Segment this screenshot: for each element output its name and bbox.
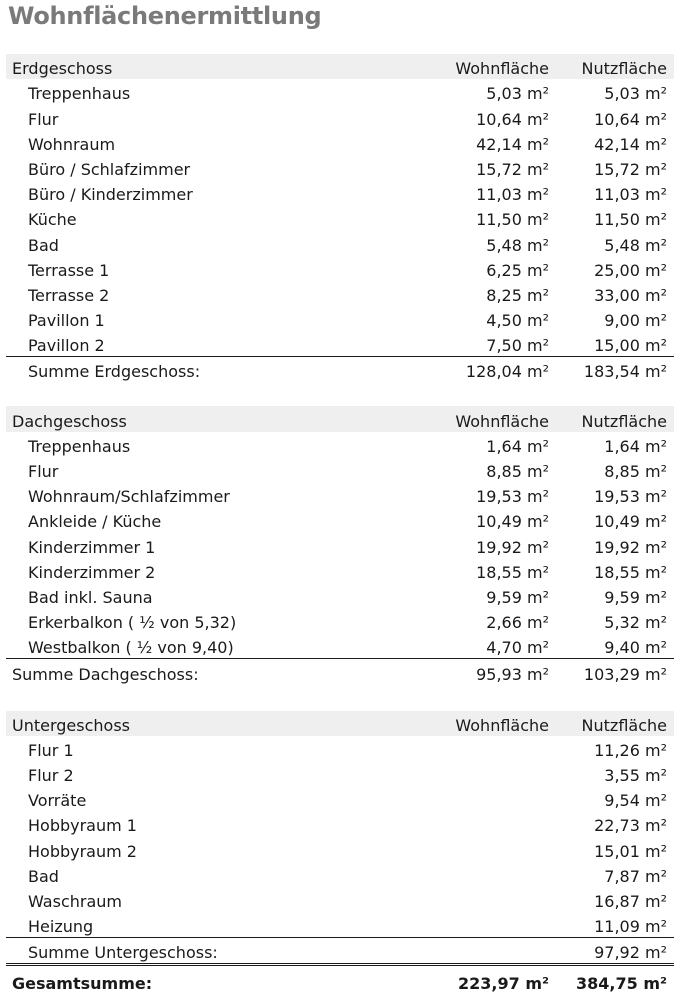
nutzflaeche-value: 1,64 m² [604, 436, 667, 456]
table-row [6, 532, 674, 557]
room-name: Büro / Kinderzimmer [28, 185, 193, 205]
table-row [6, 811, 674, 836]
table-row [6, 836, 674, 861]
nutzflaeche-value: 8,85 m² [604, 462, 667, 481]
table-row [6, 862, 674, 887]
room-name: Flur 1 [28, 740, 74, 760]
column-header-wohnflaeche: Wohnfläche [455, 715, 549, 735]
wohnflaeche-value: 18,55 m² [476, 562, 549, 582]
nutzflaeche-value: 11,26 m² [594, 740, 667, 760]
nutzflaeche-value: 10,49 m² [594, 512, 667, 532]
table-row [6, 104, 674, 129]
table-row [6, 786, 674, 811]
sum-label: Summe Erdgeschoss: [28, 362, 201, 382]
wohnflaeche-value: 42,14 m² [476, 134, 549, 154]
room-name: Flur 2 [28, 766, 74, 786]
room-name: Wohnraum [28, 134, 116, 154]
nutzflaeche-value: 15,01 m² [594, 841, 667, 861]
section-spacer [6, 382, 674, 406]
room-name: Terrasse 2 [28, 285, 110, 305]
room-name: Kinderzimmer 2 [28, 562, 156, 582]
nutzflaeche-value: 19,92 m² [594, 537, 667, 557]
room-name: Westbalkon ( ½ von 9,40) [28, 638, 234, 658]
sum-nutzflaeche: 183,54 m² [583, 362, 667, 382]
wohnflaeche-value: 8,85 m² [486, 462, 549, 481]
section-sum-erdgeschoss [6, 356, 674, 382]
nutzflaeche-value: 11,09 m² [594, 917, 667, 937]
sum-wohnflaeche: 128,04 m² [465, 362, 549, 382]
table-row [6, 482, 674, 507]
sum-nutzflaeche: 103,29 m² [583, 664, 667, 684]
room-name: Büro / Schlafzimmer [28, 159, 191, 179]
section-rows-dachgeschoss [6, 432, 674, 659]
wohnflaeche-value: 4,50 m² [486, 311, 549, 331]
nutzflaeche-value: 25,00 m² [594, 260, 667, 280]
wohnflaeche-value: 10,49 m² [476, 512, 549, 532]
nutzflaeche-value: 18,55 m² [594, 562, 667, 582]
nutzflaeche-value: 5,32 m² [604, 613, 667, 633]
table-row [6, 887, 674, 912]
nutzflaeche-value: 22,73 m² [594, 816, 667, 836]
room-name: Bad [28, 866, 59, 886]
table-row [6, 331, 674, 356]
section-rows-erdgeschoss [6, 79, 674, 356]
nutzflaeche-value: 33,00 m² [594, 285, 667, 305]
section-header-dachgeschoss [6, 406, 674, 431]
table-row [6, 558, 674, 583]
table-row [6, 155, 674, 180]
table-row [6, 507, 674, 532]
sum-nutzflaeche: 97,92 m² [594, 943, 667, 963]
table-row [6, 306, 674, 331]
room-name: Hobbyraum 1 [28, 816, 137, 836]
column-header-wohnflaeche: Wohnfläche [455, 59, 549, 79]
area-table [6, 54, 674, 994]
table-row [6, 256, 674, 281]
sum-label: Summe Untergeschoss: [28, 943, 218, 963]
wohnflaeche-value: 2,66 m² [486, 613, 549, 633]
table-row [6, 912, 674, 937]
nutzflaeche-value: 19,53 m² [594, 487, 667, 507]
column-header-nutzflaeche: Nutzfläche [581, 59, 667, 79]
table-row [6, 205, 674, 230]
nutzflaeche-value: 15,72 m² [594, 159, 667, 179]
table-row [6, 608, 674, 633]
nutzflaeche-value: 7,87 m² [604, 866, 667, 886]
wohnflaeche-value: 11,50 m² [476, 210, 549, 230]
section-sum-untergeschoss [6, 937, 674, 963]
wohnflaeche-value: 11,03 m² [476, 185, 549, 205]
room-name: Flur [28, 462, 59, 481]
nutzflaeche-value: 9,54 m² [604, 791, 667, 811]
room-name: Treppenhaus [28, 436, 131, 456]
room-name: Kinderzimmer 1 [28, 537, 156, 557]
section-header-untergeschoss [6, 711, 674, 736]
nutzflaeche-value: 10,64 m² [594, 109, 667, 129]
room-name: Wohnraum/Schlafzimmer [28, 487, 230, 507]
wohnflaeche-value: 19,53 m² [476, 487, 549, 507]
wohnflaeche-value: 8,25 m² [486, 285, 549, 305]
section-name: Erdgeschoss [12, 59, 113, 79]
room-name: Pavillon 2 [28, 336, 105, 356]
room-name: Heizung [28, 917, 94, 937]
section-rows-untergeschoss [6, 736, 674, 938]
wohnflaeche-value: 15,72 m² [476, 159, 549, 179]
table-row [6, 432, 674, 457]
table-row [6, 736, 674, 761]
room-name: Ankleide / Küche [28, 512, 162, 532]
room-name: Hobbyraum 2 [28, 841, 137, 861]
grand-total-row [6, 963, 674, 994]
nutzflaeche-value: 5,03 m² [604, 84, 667, 104]
room-name: Vorräte [28, 791, 87, 811]
table-row [6, 583, 674, 608]
section-header-erdgeschoss [6, 54, 674, 79]
table-row [6, 230, 674, 255]
column-header-wohnflaeche: Wohnfläche [455, 411, 549, 431]
wohnflaeche-value: 10,64 m² [476, 109, 549, 129]
grand-total-nutzflaeche: 384,75 m² [576, 974, 667, 994]
room-name: Pavillon 1 [28, 311, 105, 331]
room-name: Flur [28, 109, 59, 129]
page-title: Wohnflächenermittlung [8, 2, 322, 30]
section-name: Dachgeschoss [12, 411, 127, 431]
nutzflaeche-value: 11,03 m² [594, 185, 667, 205]
room-name: Erkerbalkon ( ½ von 5,32) [28, 613, 237, 633]
nutzflaeche-value: 16,87 m² [594, 892, 667, 911]
nutzflaeche-value: 9,59 m² [604, 587, 667, 607]
column-header-nutzflaeche: Nutzfläche [581, 715, 667, 735]
nutzflaeche-value: 5,48 m² [604, 235, 667, 255]
nutzflaeche-value: 9,40 m² [604, 638, 667, 658]
wohnflaeche-value: 9,59 m² [486, 587, 549, 607]
wohnflaeche-value: 19,92 m² [476, 537, 549, 557]
wohnflaeche-value: 7,50 m² [486, 336, 549, 356]
wohnflaeche-value: 4,70 m² [486, 638, 549, 658]
wohnflaeche-value: 1,64 m² [486, 436, 549, 456]
section-spacer [6, 685, 674, 711]
room-name: Küche [28, 210, 77, 230]
sum-label: Summe Dachgeschoss: [12, 664, 199, 684]
nutzflaeche-value: 15,00 m² [594, 336, 667, 356]
table-row [6, 281, 674, 306]
room-name: Bad [28, 235, 59, 255]
table-row [6, 633, 674, 658]
sum-wohnflaeche: 95,93 m² [476, 664, 549, 684]
nutzflaeche-value: 11,50 m² [594, 210, 667, 230]
room-name: Waschraum [28, 892, 122, 911]
table-row [6, 79, 674, 104]
room-name: Bad inkl. Sauna [28, 587, 153, 607]
table-row [6, 130, 674, 155]
grand-total-label: Gesamtsumme: [12, 974, 153, 994]
column-header-nutzflaeche: Nutzfläche [581, 411, 667, 431]
room-name: Treppenhaus [28, 84, 131, 104]
room-name: Terrasse 1 [28, 260, 110, 280]
wohnflaeche-value: 6,25 m² [486, 260, 549, 280]
nutzflaeche-value: 9,00 m² [604, 311, 667, 331]
section-sum-dachgeschoss [6, 658, 674, 684]
table-row [6, 457, 674, 482]
nutzflaeche-value: 3,55 m² [604, 766, 667, 786]
table-row [6, 180, 674, 205]
wohnflaeche-value: 5,03 m² [486, 84, 549, 104]
table-row [6, 761, 674, 786]
nutzflaeche-value: 42,14 m² [594, 134, 667, 154]
section-name: Untergeschoss [12, 715, 130, 735]
wohnflaeche-value: 5,48 m² [486, 235, 549, 255]
grand-total-wohnflaeche: 223,97 m² [458, 974, 549, 994]
